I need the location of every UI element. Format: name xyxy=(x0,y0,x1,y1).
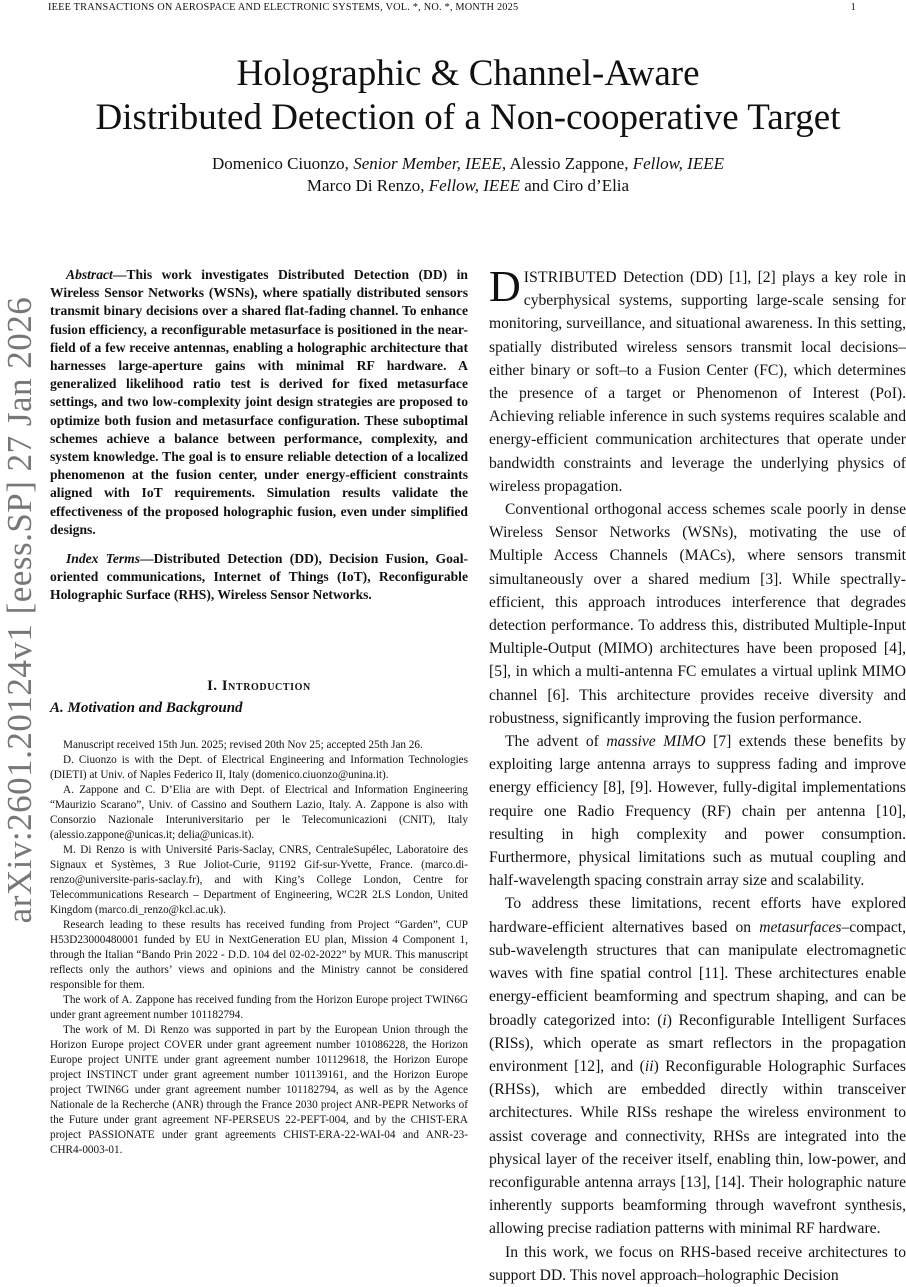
page-number: 1 xyxy=(850,2,856,13)
intro-paragraph-4 xyxy=(489,892,906,1240)
index-terms-label: Index Terms xyxy=(66,551,141,567)
section-heading-introduction: I. Introduction xyxy=(207,677,311,694)
footnote-funding-direnzo: The work of M. Di Renzo was supported in part by the European Union through the Horizon Europe project COVER under grant agreement number 101086228, the Horizon Europe project UNITE under grant agreement number 101129618, the Horizon Europe project INSTINCT under grant agreement number 101139161, and the Horizon Europe project TWIN6G under grant agreement number 101182794, as well as by the Agence Nationale de la Recherche (ANR) through the France 2030 project ANR-PEPR Networks of the Future under grant agreement NF-PERSEUS 22-PEFT-004, and by the CHIST-ERA project PASSIONATE under grant agreements CHIST-ERA-22-WAI-04 and ANR-23-CHR4-0003-01. xyxy=(50,1024,468,1156)
intro-paragraph-1 xyxy=(489,262,906,498)
p3-text-b: [7] extends these benefits by exploiting large antenna arrays to suppress fading and improve energy efficiency [8], [9]. However, fully-digital implementations require one Radio Frequency (RF) chain per antenna [10], resulting in high complexity and power consumption. Furthermore, physical limitations such as mutual coupling and half-wavelength spacing constrain array size and scalability. xyxy=(489,733,906,890)
footnote-manuscript-dates: Manuscript received 15th Jun. 2025; revised 20th Nov 25; accepted 25th Jan 26. xyxy=(63,739,423,751)
author-1-role: Senior Member, IEEE xyxy=(353,154,502,173)
right-column xyxy=(489,262,906,1287)
p4-enum-ii: ii xyxy=(644,1057,654,1075)
title-line-1: Holographic & Channel-Aware xyxy=(236,53,700,94)
title-line-2: Distributed Detection of a Non-cooperative Target xyxy=(95,97,841,138)
intro-paragraph-3 xyxy=(489,730,906,892)
footnote-funding-zappone: The work of A. Zappone has received funding from the Horizon Europe project TWIN6G under grant agreement number 101182794. xyxy=(50,994,468,1021)
subsection-heading-motivation: A. Motivation and Background xyxy=(50,699,243,716)
author-3-role: Fellow, IEEE xyxy=(428,176,521,195)
intro-paragraph-5: In this work, we focus on RHS-based receive architectures to support DD. This novel approach–holographic Decision xyxy=(489,1243,906,1284)
p3-text-a: The advent of xyxy=(505,733,607,751)
lead-word: ISTRIBUTED xyxy=(523,269,617,286)
abstract xyxy=(50,266,468,539)
drop-cap: D xyxy=(489,262,521,311)
index-terms xyxy=(50,550,468,605)
p4-text-c: ) Reconfigurable Intelligent Surfaces (RISs), which operate as smart reflectors in the propagation environment [12], and ( xyxy=(489,1011,906,1075)
arxiv-identifier: arXiv:2601.20124v1 [eess.SP] 27 Jan 2026 xyxy=(0,296,39,924)
abstract-text: —This work investigates Distributed Detection (DD) in Wireless Sensor Networks (WSNs), where spatially distributed sensors transmit binary decisions over a shared flat-fading channel. To enhance fusion efficiency, a reconfigurable metasurface is positioned in the near-field of a few receive antennas, enabling a holographic architecture that harnesses large-aperture gains with minimal RF hardware. A generalized likelihood ratio test is derived for fixed metasurface settings, and two low-complexity joint design strategies are proposed to optimize both fusion and metasurface configuration. These suboptimal schemes achieve a balance between performance, complexity, and system knowledge. The goal is to ensure reliable detection of a localized phenomenon at the fusion center, under energy-efficient constraints aligned with IoT requirements. Simulation results validate the effectiveness of the proposed holographic fusion, even under simplified designs. xyxy=(50,267,468,537)
author-3-name: Marco Di Renzo, xyxy=(306,176,429,195)
footnote-affiliation-zappone-delia: A. Zappone and C. D’Elia are with Dept. of Electrical and Information Engineering “Maurizio Scarano”, Univ. of Cassino and Southern Lazio, Italy. A. Zappone is also with Consorzio Nazionale Interuniversitario per le Telecomunicazioni (CNIT), Italy (alessio.zappone@unicas.it; delia@unicas.it). xyxy=(50,784,468,841)
author-2-role: Fellow, IEEE xyxy=(632,154,724,173)
footnote-funding-garden: Research leading to these results has received funding from Project “Garden”, CUP H53D23000480001 funded by EU in NextGeneration EU plan, Mission 4 Component 1, through the Italian “Bando Prin 2022 - D.D. 104 del 02-02-2022” by MUR. This manuscript reflects only the authors’ views and opinions and the Ministry cannot be considered responsible for them. xyxy=(50,919,468,991)
running-head xyxy=(48,2,856,13)
index-terms-text: —Distributed Detection (DD), Decision Fusion, Goal-oriented communications, Internet of Things (IoT), Reconfigurable Holographic Surface (RHS), Wireless Sensor Networks. xyxy=(50,551,469,603)
journal-running-title: IEEE TRANSACTIONS ON AEROSPACE AND ELECTRONIC SYSTEMS, VOL. *, NO. *, MONTH 2025 xyxy=(48,2,519,13)
footnotes xyxy=(50,738,468,1158)
arxiv-sidebar xyxy=(0,285,40,935)
author-4-name: and Ciro d’Elia xyxy=(520,176,630,195)
author-1-name: Domenico Ciuonzo, xyxy=(212,154,354,173)
p4-text-d: ) Reconfigurable Holographic Surfaces (RHSs), which are embedded directly within transceiver architectures. While RISs reshape the wireless environment to assist coverage and connectivity, RHSs are integrated into the physical layer of the receiver itself, enabling thin, low-power, and reconfigurable antenna arrays [13], [14]. Their holographic nature inherently supports beamforming through wavefront synthesis, allowing precise radiation patterns with minimal RF hardware. xyxy=(489,1057,906,1238)
intro-paragraph-2: Conventional orthogonal access schemes scale poorly in dense Wireless Sensor Networks (WSNs), motivating the use of Multiple Access Channels (MACs), where sensors transmit simultaneously over a shared medium [3]. While spectrally-efficient, this approach introduces interference that degrades detection performance. To address this, distributed Multiple-Input Multiple-Output (MIMO) architectures have been proposed [4], [5], in which a multi-antenna FC emulates a virtual uplink MIMO channel [6]. This architecture provides receive diversity and robustness, significantly improving the fusion performance. xyxy=(489,501,906,727)
footnote-affiliation-ciuonzo: D. Ciuonzo is with the Dept. of Electrical Engineering and Information Technologies (DIETI) at Univ. of Naples Federico II, Italy (domenico.ciuonzo@unina.it). xyxy=(50,754,468,781)
p4-enum-i: i xyxy=(662,1011,667,1029)
p4-emphasis: metasurfaces xyxy=(759,918,842,936)
p3-emphasis: massive MIMO xyxy=(606,733,706,751)
p4-text-b: –compact, sub-wavelength structures that can manipulate electromagnetic waves with fine spatial control [11]. These architectures enable energy-efficient beamforming and spectrum shaping, and can be broadly categorized into: ( xyxy=(489,918,906,1029)
footnote-affiliation-direnzo: M. Di Renzo is with Université Paris-Saclay, CNRS, CentraleSupélec, Laboratoire des Signaux et Systèmes, 3 Rue Joliot-Curie, 91192 Gif-sur-Yvette, France. (marco.di-renzo@universite-paris-saclay.fr), and with King’s College London, Centre for Telecommunications Research – Department of Engineering, WC2R 2LS London, United Kingdom (marco.di_renzo@kcl.ac.uk). xyxy=(50,844,468,916)
intro-paragraph-1-text: Detection (DD) [1], [2] plays a key role in cyberphysical systems, supporting large-scale sensing for monitoring, surveillance, and situational awareness. In this setting, spatially distributed wireless sensors transmit local decisions–either binary or soft–to a Fusion Center (FC), which determines the presence of a target or Phenomenon of Interest (PoI). Achieving reliable inference in such systems requires scalable and energy-efficient communication architectures that operate under bandwidth constraints and leverage the underlying physics of wireless propagation. xyxy=(489,269,906,495)
left-column xyxy=(50,266,468,717)
abstract-label: Abstract xyxy=(66,267,113,282)
author-list xyxy=(48,153,888,197)
p4-text-a: To address these limitations, recent efforts have explored hardware-efficient alternatives based on xyxy=(489,895,906,936)
author-2-name: , Alessio Zappone, xyxy=(501,154,633,173)
paper-title xyxy=(48,52,888,140)
